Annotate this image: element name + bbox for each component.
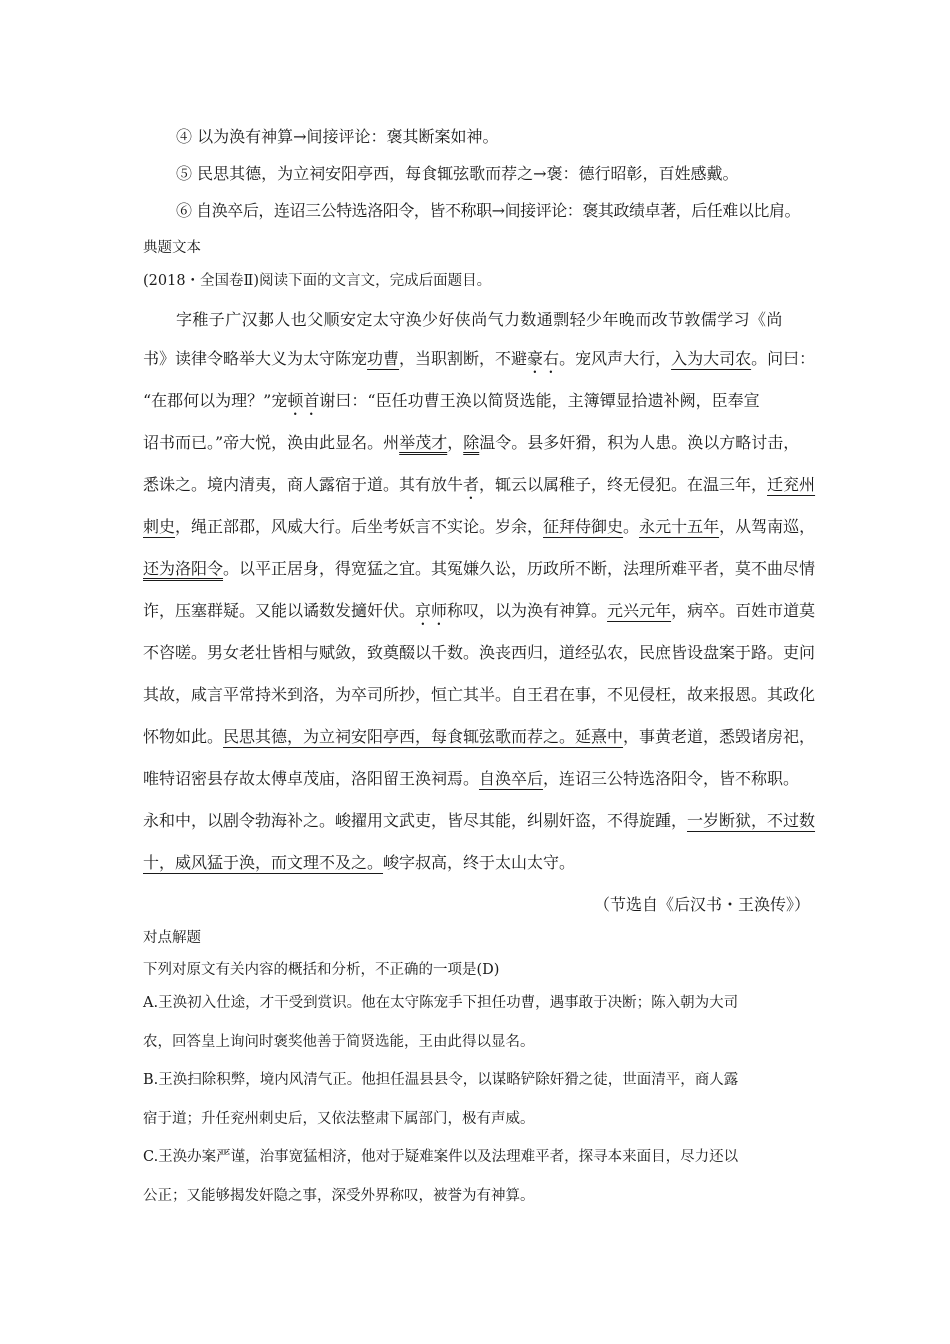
- text-span: 悉诛之。境内清夷，商人露宿于道。其有放牛: [143, 475, 464, 494]
- text-span: 谢曰：“臣任功曹王涣以简贤选能，主簿镡显拾遗补阙，臣奉宣: [319, 391, 760, 410]
- text-span: 书》读律令略举大义为太守陈宠: [143, 349, 368, 368]
- section-title: 典题文本: [143, 240, 201, 256]
- text-span: ，从驾南巡，: [719, 517, 816, 536]
- underlined-phrase: 元兴元年: [607, 601, 672, 620]
- text-span: 诏书而已。”帝大悦，涣由此显名。州: [143, 433, 400, 452]
- option-b-line-1: B.王涣扫除积弊，境内风清气正。他担任温县县令，以谋略铲除奸猾之徒，世面清平，商人露: [143, 1072, 739, 1088]
- question-stem: 下列对原文有关内容的概括和分析，不正确的一项是(D): [143, 962, 500, 978]
- note-4: ④ 以为涣有神算→间接评论：褒其断案如神。: [176, 127, 499, 146]
- dotted-phrase: 豪右: [527, 349, 560, 368]
- underlined-phrase: 除: [463, 433, 480, 452]
- text-span: ，连诏三公特选洛阳令，皆不称职。: [543, 769, 800, 788]
- passage-line-4: [143, 430, 799, 453]
- underlined-phrase: 民思其德，为立祠安阳亭西，每食辄弦歌而荐之。: [223, 727, 576, 746]
- text-span: ，: [447, 433, 464, 452]
- dotted-phrase: 京师: [415, 601, 448, 620]
- text-span: 。宠风声大行，: [559, 349, 672, 368]
- text-span: 。: [623, 517, 640, 536]
- passage-line-7: [143, 556, 815, 579]
- note-5: ⑤ 民思其德，为立祠安阳亭西，每食辄弦歌而荐之→褒：德行昭彰，百姓感戴。: [176, 164, 739, 183]
- underlined-phrase: 刺史: [143, 517, 176, 536]
- option-a-line-2: 农，回答皇上询问时褒奖他善于简贤选能，王由此得以显名。: [143, 1034, 535, 1050]
- source-line: (2018・全国卷Ⅱ)阅读下面的文言文，完成后面题目。: [143, 273, 492, 289]
- passage-line-5: [143, 472, 815, 503]
- text-span: ，绳正部郡，风威大行。后坐考妖言不实论。岁余，: [175, 517, 544, 536]
- underlined-phrase: 功曹: [367, 349, 400, 368]
- passage-line-14: [143, 850, 575, 873]
- passage-line-12: [143, 766, 799, 789]
- passage-line-13: [143, 808, 815, 831]
- text-span: 温令。县多奸猾，积为人患。涣以方略讨击，: [479, 433, 800, 452]
- passage-line-11: [143, 724, 815, 747]
- underlined-phrase: 还为洛阳令: [143, 559, 224, 578]
- underlined-phrase: 自涣卒后: [479, 769, 544, 788]
- text-span: 。以平正居身，得宽猛之宜。其冤嫌久讼，历政所不断，法理所难平者，莫不曲尽情: [223, 559, 816, 578]
- dotted-phrase: 顿首: [287, 391, 320, 410]
- underlined-phrase: 举茂才: [399, 433, 448, 452]
- passage-line-8: [143, 598, 815, 629]
- underlined-phrase: 征拜侍御史: [543, 517, 624, 536]
- text-span: 怀物如此。: [143, 727, 224, 746]
- option-c-line-2: 公正；又能够揭发奸隐之事，深受外界称叹，被誉为有神算。: [143, 1188, 535, 1204]
- underlined-phrase: 延熹中: [575, 727, 624, 746]
- dotted-phrase: 者: [463, 475, 480, 494]
- underlined-phrase: 一岁断狱，不过数: [687, 811, 816, 830]
- text-span: 称叹，以为涣有神算。: [447, 601, 608, 620]
- underlined-phrase: 永元十五年: [639, 517, 720, 536]
- passage-line-3: [143, 388, 760, 419]
- option-a-line-1: A.王涣初入仕途，才干受到赏识。他在太守陈宠手下担任功曹，遇事敢于决断；陈入朝为大司: [143, 995, 739, 1011]
- passage-line-2: [143, 346, 815, 377]
- passage-line-6: [143, 514, 815, 537]
- text-span: ，当职割断，不避: [399, 349, 528, 368]
- attribution: （节选自《后汉书・王涣传》）: [593, 895, 810, 914]
- text-span: 诈，压塞群疑。又能以谲数发擿奸伏。: [143, 601, 416, 620]
- text-span: ，事黄老道，悉毁诸房祀，: [623, 727, 816, 746]
- text-span: 。问曰：: [751, 349, 816, 368]
- question-title: 对点解题: [143, 930, 201, 946]
- text-span: 唯特诏密县存故太傅卓茂庙，洛阳留王涣祠焉。: [143, 769, 480, 788]
- text-span: “在郡何以为理？”宠: [143, 391, 288, 410]
- option-b-line-2: 宿于道；升任兖州刺史后，又依法整肃下属部门，极有声威。: [143, 1111, 535, 1127]
- passage-line-1: 字稚子广汉郪人也父顺安定太守涣少好侠尚气力数通剽轻少年晚而改节敦儒学习《尚: [176, 310, 783, 329]
- text-span: 峻字叔高，终于太山太守。: [383, 853, 576, 872]
- underlined-phrase: 迁兖州: [767, 475, 816, 494]
- note-6: ⑥ 自涣卒后，连诏三公特选洛阳令，皆不称职→间接评论：褒其政绩卓著，后任难以比肩。: [176, 201, 801, 220]
- underlined-phrase: 十，威风猛于涣，而文理不及之。: [143, 853, 384, 872]
- underlined-phrase: 入为大司农: [671, 349, 752, 368]
- passage-line-9: 不咨嗟。男女老壮皆相与赋敛，致奠醊以千数。涣丧西归，道经弘农，民庶皆设盘案于路。吏问: [143, 643, 816, 662]
- text-span: ，辄云以属稚子，终无侵犯。在温三年，: [479, 475, 768, 494]
- text-span: 永和中，以剧令勃海补之。峻擢用文武吏，皆尽其能，纠剔奸盗，不得旋踵，: [143, 811, 688, 830]
- text-span: ，病卒。百姓市道莫: [671, 601, 816, 620]
- option-c-line-1: C.王涣办案严谨，治事宽猛相济，他对于疑难案件以及法理难平者，探寻本来面目，尽力还以: [143, 1149, 739, 1165]
- passage-line-10: 其故，咸言平常持米到洛，为卒司所抄，恒亡其半。自王君在事，不见侵枉，故来报恩。其政化: [143, 685, 816, 704]
